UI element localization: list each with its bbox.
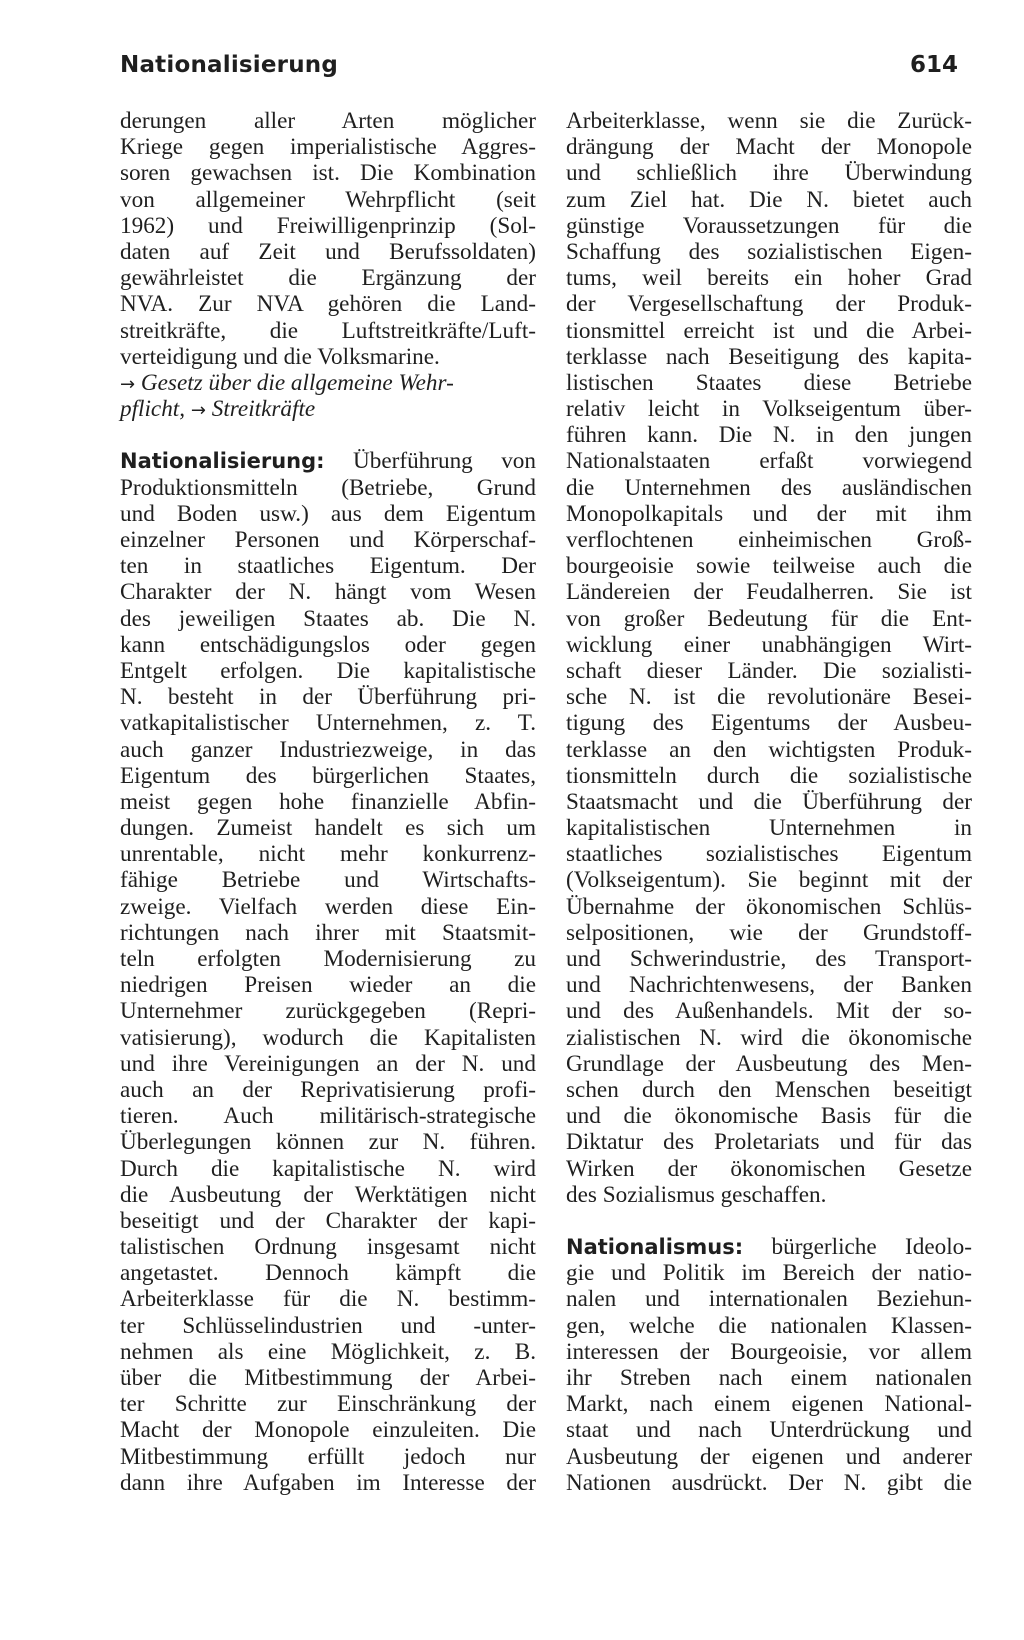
text-line: NVA. Zur NVA gehören die Land-	[120, 291, 536, 318]
text-line: tionsmitteln durch die sozialistische	[566, 762, 972, 789]
text-line: zum Ziel hat. Die N. bietet auch	[566, 186, 972, 213]
text-line: dann ihre Aufgaben im Interesse der	[120, 1469, 536, 1496]
text-line: terklasse an den wichtigsten Produk-	[566, 736, 972, 763]
text-line: Staatsmacht und die Überführung der	[566, 788, 972, 815]
text-line: Durch die kapitalistische N. wird	[120, 1155, 536, 1182]
text-line: von allgemeiner Wehrpflicht (seit	[120, 186, 536, 213]
text-line: talistischen Ordnung insgesamt nicht	[120, 1234, 536, 1261]
entry-gap	[120, 422, 536, 448]
text-line: sche N. ist die revolutionäre Besei-	[566, 684, 972, 711]
text-line: schaft dieser Länder. Die sozialisti-	[566, 657, 972, 684]
cross-reference[interactable]	[120, 396, 536, 422]
crossref-text: Gesetz über die allgemeine Wehr-	[140, 369, 454, 396]
text-line: N. besteht in der Überführung pri-	[120, 684, 536, 711]
text-line: Macht der Monopole einzuleiten. Die	[120, 1417, 536, 1444]
text-line: Entgelt erfolgen. Die kapitalistische	[120, 657, 536, 684]
entry-text: bürgerliche Ideolo-	[743, 1234, 972, 1261]
text-line: und die ökonomische Basis für die	[566, 1103, 972, 1130]
text-line: und ihre Vereinigungen an der N. und	[120, 1050, 536, 1077]
text-line: von großer Bedeutung für die Ent-	[566, 605, 972, 632]
text-line: 1962) und Freiwilligenprinzip (Sol-	[120, 212, 536, 239]
text-line: tums, weil bereits ein hoher Grad	[566, 265, 972, 292]
text-line: Mitbestimmung erfüllt jedoch nur	[120, 1443, 536, 1470]
text-line: zweige. Vielfach werden diese Ein-	[120, 893, 536, 920]
text-line: unrentable, nicht mehr konkurrenz-	[120, 841, 536, 868]
text-line: gewährleistet die Ergänzung der	[120, 265, 536, 292]
text-line: über die Mitbestimmung der Arbei-	[120, 1365, 536, 1391]
text-line: des jeweiligen Staates ab. Die N.	[120, 605, 536, 632]
text-line: Diktatur des Proletariats und für das	[566, 1129, 972, 1156]
right-column	[566, 108, 972, 1496]
text-line: und Nachrichtenwesens, der Banken	[566, 972, 972, 999]
text-line: verflochtenen einheimischen Groß-	[566, 527, 972, 553]
text-line: soren gewachsen ist. Die Kombination	[120, 160, 536, 187]
crossref-text: pflicht,	[120, 396, 186, 423]
text-line: (Volkseigentum). Sie beginnt mit der	[566, 867, 972, 894]
text-line: daten auf Zeit und Berufssoldaten)	[120, 238, 536, 265]
text-line: Schaffung des sozialistischen Eigen-	[566, 238, 972, 265]
text-line: kann entschädigungslos oder gegen	[120, 631, 536, 658]
text-line: tieren. Auch militärisch-strategische	[120, 1103, 536, 1130]
text-line: Eigentum des bürgerlichen Staates,	[120, 762, 536, 789]
text-line: die Ausbeutung der Werktätigen nicht	[120, 1181, 536, 1208]
text-line: und Schwerindustrie, des Transport-	[566, 946, 972, 972]
text-line: gen, welche die nationalen Klassen-	[566, 1312, 972, 1339]
headword-nationalisierung: Nationalisierung:	[120, 449, 325, 474]
text-line: derungen aller Arten möglicher	[120, 108, 536, 134]
text-line: Arbeiterklasse, wenn sie die Zurück-	[566, 108, 972, 134]
text-line: nehmen als eine Möglichkeit, z. B.	[120, 1338, 536, 1365]
text-line: streitkräfte, die Luftstreitkräfte/Luft-	[120, 317, 536, 344]
text-line: bourgeoisie sowie teilweise auch die	[566, 553, 972, 580]
text-line: Monopolkapitals und der mit ihm	[566, 500, 972, 527]
text-line: kapitalistischen Unternehmen in	[566, 815, 972, 842]
text-line: interessen der Bourgeoisie, vor allem	[566, 1338, 972, 1365]
text-line: führen kann. Die N. in den jungen	[566, 422, 972, 449]
cross-reference[interactable]	[120, 370, 536, 396]
entry-first-line	[566, 1234, 972, 1260]
crossref-text: Streitkräfte	[211, 396, 316, 423]
text-line: verteidigung und die Volksmarine.	[120, 343, 440, 370]
text-line: ter Schlüsselindustrien und -unter-	[120, 1312, 536, 1339]
text-line: und schließlich ihre Überwindung	[566, 160, 972, 187]
text-line: Kriege gegen imperialistische Aggres-	[120, 134, 536, 161]
text-line: auch ganzer Industriezweige, in das	[120, 736, 536, 763]
text-line: staat und nach Unterdrückung und	[566, 1417, 972, 1444]
text-line: terklasse nach Beseitigung des kapita-	[566, 343, 972, 370]
text-line: ihr Streben nach einem nationalen	[566, 1365, 972, 1391]
text-line: staatliches sozialistisches Eigentum	[566, 841, 972, 868]
entry-text: Überführung von	[324, 448, 536, 475]
text-line: Ausbeutung der eigenen und anderer	[566, 1443, 972, 1470]
text-line: die Unternehmen des ausländischen	[566, 474, 972, 501]
text-line: gie und Politik im Bereich der natio-	[566, 1260, 972, 1287]
text-line: und des Außenhandels. Mit der so-	[566, 998, 972, 1025]
running-head: Nationalisierung	[120, 52, 339, 78]
arrow-right-icon: →	[190, 400, 206, 422]
text-line: wicklung einer unabhängigen Wirt-	[566, 631, 972, 658]
text-line: schen durch den Menschen beseitigt	[566, 1076, 972, 1103]
text-line: selpositionen, wie der Grundstoff-	[566, 919, 972, 946]
text-line: des Sozialismus geschaffen.	[566, 1181, 827, 1208]
text-line: der Vergesellschaftung der Produk-	[566, 291, 972, 318]
text-line: nalen und internationalen Beziehun-	[566, 1286, 972, 1313]
text-line: Arbeiterklasse für die N. bestimm-	[120, 1286, 536, 1313]
text-line: Ländereien der Feudalherren. Sie ist	[566, 579, 972, 606]
text-line: Produktionsmitteln (Betriebe, Grund	[120, 474, 536, 501]
text-line: Markt, nach einem eigenen National-	[566, 1391, 972, 1418]
text-line: meist gegen hohe finanzielle Abfin-	[120, 788, 536, 815]
headword-nationalismus: Nationalismus:	[566, 1235, 744, 1260]
text-line: Wirken der ökonomischen Gesetze	[566, 1155, 972, 1182]
text-line: beseitigt und der Charakter der kapi-	[120, 1207, 536, 1234]
text-line: niedrigen Preisen wieder an die	[120, 972, 536, 999]
text-line: Nationen ausdrückt. Der N. gibt die	[566, 1469, 972, 1496]
text-line: teln erfolgten Modernisierung zu	[120, 946, 536, 972]
entry-gap	[566, 1208, 972, 1234]
text-line: auch an der Reprivatisierung profi-	[120, 1076, 536, 1103]
text-line: vatkapitalistischer Unternehmen, z. T.	[120, 710, 536, 737]
text-line: angetastet. Dennoch kämpft die	[120, 1260, 536, 1287]
text-line: Nationalstaaten erfaßt vorwiegend	[566, 448, 972, 475]
text-line: ten in staatliches Eigentum. Der	[120, 553, 536, 580]
text-line: tionsmittel erreicht ist und die Arbei-	[566, 317, 972, 344]
text-line: und Boden usw.) aus dem Eigentum	[120, 500, 536, 527]
text-line: relativ leicht in Volkseigentum über-	[566, 396, 972, 423]
left-column	[120, 108, 536, 1496]
text-line: zialistischen N. wird die ökonomische	[566, 1024, 972, 1051]
text-line: günstige Voraussetzungen für die	[566, 212, 972, 239]
text-line: Übernahme der ökonomischen Schlüs-	[566, 893, 972, 920]
arrow-right-icon: →	[120, 373, 136, 395]
text-line: ter Schritte zur Einschränkung der	[120, 1391, 536, 1418]
text-line: drängung der Macht der Monopole	[566, 134, 972, 161]
text-line: Charakter der N. hängt vom Wesen	[120, 579, 536, 606]
text-line: listischen Staates diese Betriebe	[566, 369, 972, 396]
text-line: dungen. Zumeist handelt es sich um	[120, 815, 536, 842]
text-line: fähige Betriebe und Wirtschafts-	[120, 867, 536, 894]
text-line: Unternehmer zurückgegeben (Repri-	[120, 998, 536, 1025]
text-line: tigung des Eigentums der Ausbeu-	[566, 710, 972, 737]
page-number: 614	[909, 52, 958, 78]
text-line: Überlegungen können zur N. führen.	[120, 1129, 536, 1156]
text-line: Grundlage der Ausbeutung des Men-	[566, 1050, 972, 1077]
text-line: vatisierung), wodurch die Kapitalisten	[120, 1024, 536, 1051]
text-line: einzelner Personen und Körperschaf-	[120, 527, 536, 553]
text-line: richtungen nach ihrer mit Staatsmit-	[120, 919, 536, 946]
entry-first-line	[120, 448, 536, 474]
